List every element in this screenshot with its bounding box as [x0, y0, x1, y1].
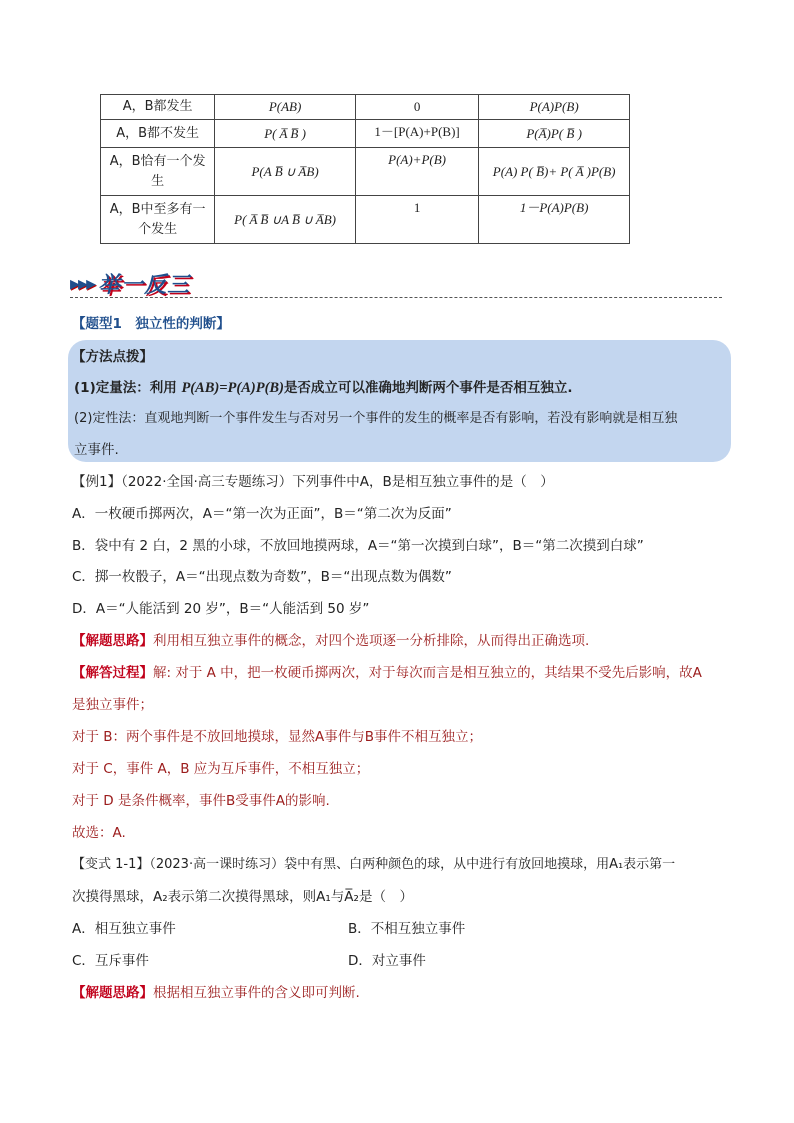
probability-table — [100, 94, 630, 244]
table-cell: P(AB) — [215, 95, 356, 120]
dashed-divider — [70, 297, 722, 298]
triple-arrow-icon: ▸▸▸ — [70, 271, 95, 295]
table-cell — [101, 148, 215, 196]
question-type-heading: 【题型1 独立性的判断】 — [72, 316, 230, 332]
table-cell: P(A)P(B) — [479, 95, 630, 120]
example-1-process-line-2: 是独立事件； — [72, 697, 153, 713]
example-1-option-c: C．掷一枚骰子，A＝“出现点数为奇数”，B＝“出现点数为偶数” — [72, 569, 452, 585]
method-item-1-formula: P(AB)=P(A)P(B) — [181, 380, 284, 396]
banner-title: 举一反三 — [98, 272, 191, 298]
variant-1-stem-line-2: 次摸得黑球，A₂表示第二次摸得黑球，则A₁与A̅₂是（ ） — [72, 889, 413, 905]
variant-1-idea — [72, 983, 360, 1003]
process-text: 解: 对于 A 中，把一枚硬币掷两次，对于每次而言是相互独立的，其结果不受先后影响，故A — [153, 665, 702, 681]
method-item-1-prefix: (1)定量法：利用 — [74, 380, 182, 396]
table-cell: P(A) P( B̅)+ P( A̅ )P(B) — [479, 148, 630, 196]
example-1-idea — [72, 631, 589, 651]
cell-line: A，B中至多有一 — [109, 201, 206, 217]
table-cell: P(A)+P(B) — [355, 148, 478, 196]
table-row — [101, 95, 630, 120]
process-label: 【解答过程】 — [72, 665, 153, 681]
example-1-option-b: B．袋中有 2 白，2 黑的小球，不放回地摸两球，A＝“第一次摸到白球”，B＝“第二次摸到白球” — [72, 538, 644, 554]
table-cell: P(A̅)P( B̅ ) — [479, 120, 630, 148]
table-cell: P(A B̅ ∪ A̅B) — [215, 148, 356, 196]
table-cell: 1－P(A)P(B) — [479, 196, 630, 244]
idea-label: 【解题思路】 — [72, 633, 153, 649]
idea-label: 【解题思路】 — [72, 985, 153, 1001]
method-title: 【方法点拨】 — [72, 349, 153, 365]
table-row — [101, 196, 630, 244]
cell-line: 个发生 — [138, 221, 178, 237]
method-item-2-line-1: (2)定性法：直观地判断一个事件发生与否对另一个事件的发生的概率是否有影响，若没有影响就是相互独 — [74, 411, 678, 426]
table-row — [101, 148, 630, 196]
cell-line: A，B恰有一个发 — [109, 153, 206, 169]
table-cell: P( A̅ B̅ ) — [215, 120, 356, 148]
variant-1-option-b: B．不相互独立事件 — [348, 921, 466, 937]
section-banner — [70, 266, 190, 300]
table-cell: 1 — [355, 196, 478, 244]
method-item-2-line-2: 立事件. — [74, 442, 119, 458]
example-1-answer: 故选：A. — [72, 825, 126, 841]
example-1-process-line-1 — [72, 663, 702, 683]
table-cell: 1－[P(A)+P(B)] — [355, 120, 478, 148]
example-1-process-line-4: 对于 C，事件 A，B 应为互斥事件，不相互独立； — [72, 761, 370, 777]
example-1-option-a: A．一枚硬币掷两次，A＝“第一次为正面”，B＝“第二次为反面” — [72, 506, 452, 522]
table-cell — [101, 196, 215, 244]
table-cell: A，B都发生 — [101, 95, 215, 120]
example-1-process-line-3: 对于 B：两个事件是不放回地摸球，显然A事件与B事件不相互独立； — [72, 729, 483, 745]
variant-1-option-c: C．互斥事件 — [72, 953, 149, 969]
variant-1-option-a: A．相互独立事件 — [72, 921, 176, 937]
table-row — [101, 120, 630, 148]
method-item-1 — [74, 378, 573, 398]
method-box — [68, 340, 731, 462]
cell-line: 生 — [151, 173, 165, 189]
idea-text: 根据相互独立事件的含义即可判断. — [153, 985, 360, 1001]
method-item-1-suffix: 是否成立可以准确地判断两个事件是否相互独立. — [283, 380, 573, 396]
table-cell: A，B都不发生 — [101, 120, 215, 148]
variant-1-stem-line-1: 【变式 1-1】（2023·高一课时练习）袋中有黑、白两种颜色的球，从中进行有放回地摸球，用A₁表示第一 — [72, 857, 676, 872]
table-cell: 0 — [355, 95, 478, 120]
variant-1-option-d: D．对立事件 — [348, 953, 426, 969]
idea-text: 利用相互独立事件的概念，对四个选项逐一分析排除，从而得出正确选项. — [153, 633, 590, 649]
example-1-process-line-5: 对于 D 是条件概率，事件B受事件A的影响. — [72, 793, 330, 809]
example-1-option-d: D．A＝“人能活到 20 岁”，B＝“人能活到 50 岁” — [72, 601, 370, 617]
table-cell: P( A̅ B̅ ∪A B̅ ∪ A̅B) — [215, 196, 356, 244]
example-1-stem: 【例1】（2022·全国·高三专题练习）下列事件中A，B是相互独立事件的是（ ） — [72, 474, 554, 490]
